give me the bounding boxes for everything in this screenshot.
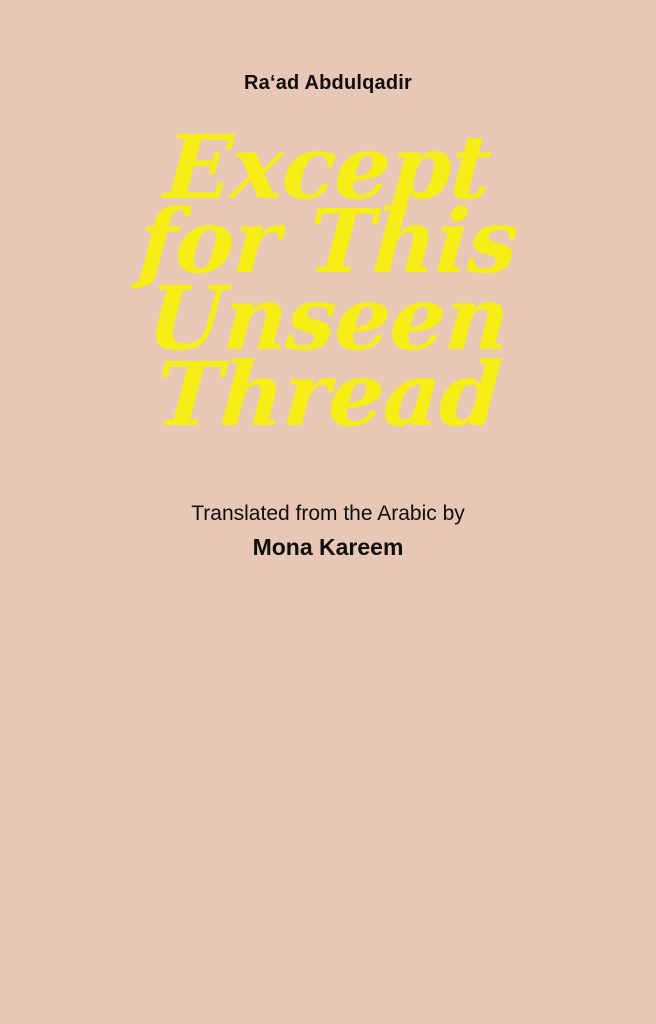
book-title (0, 115, 656, 447)
title-line-4: Thread (152, 342, 504, 447)
translation-credit-line: Translated from the Arabic by (191, 501, 465, 525)
title-line-2: for This (135, 189, 521, 294)
title-line-1: Except (161, 115, 495, 219)
author-name: Ra‘ad Abdulqadir (243, 72, 413, 94)
title-line-3: Unseen (144, 265, 512, 370)
translator-name: Mona Kareem (252, 534, 404, 561)
translation-credit-block (191, 499, 465, 565)
